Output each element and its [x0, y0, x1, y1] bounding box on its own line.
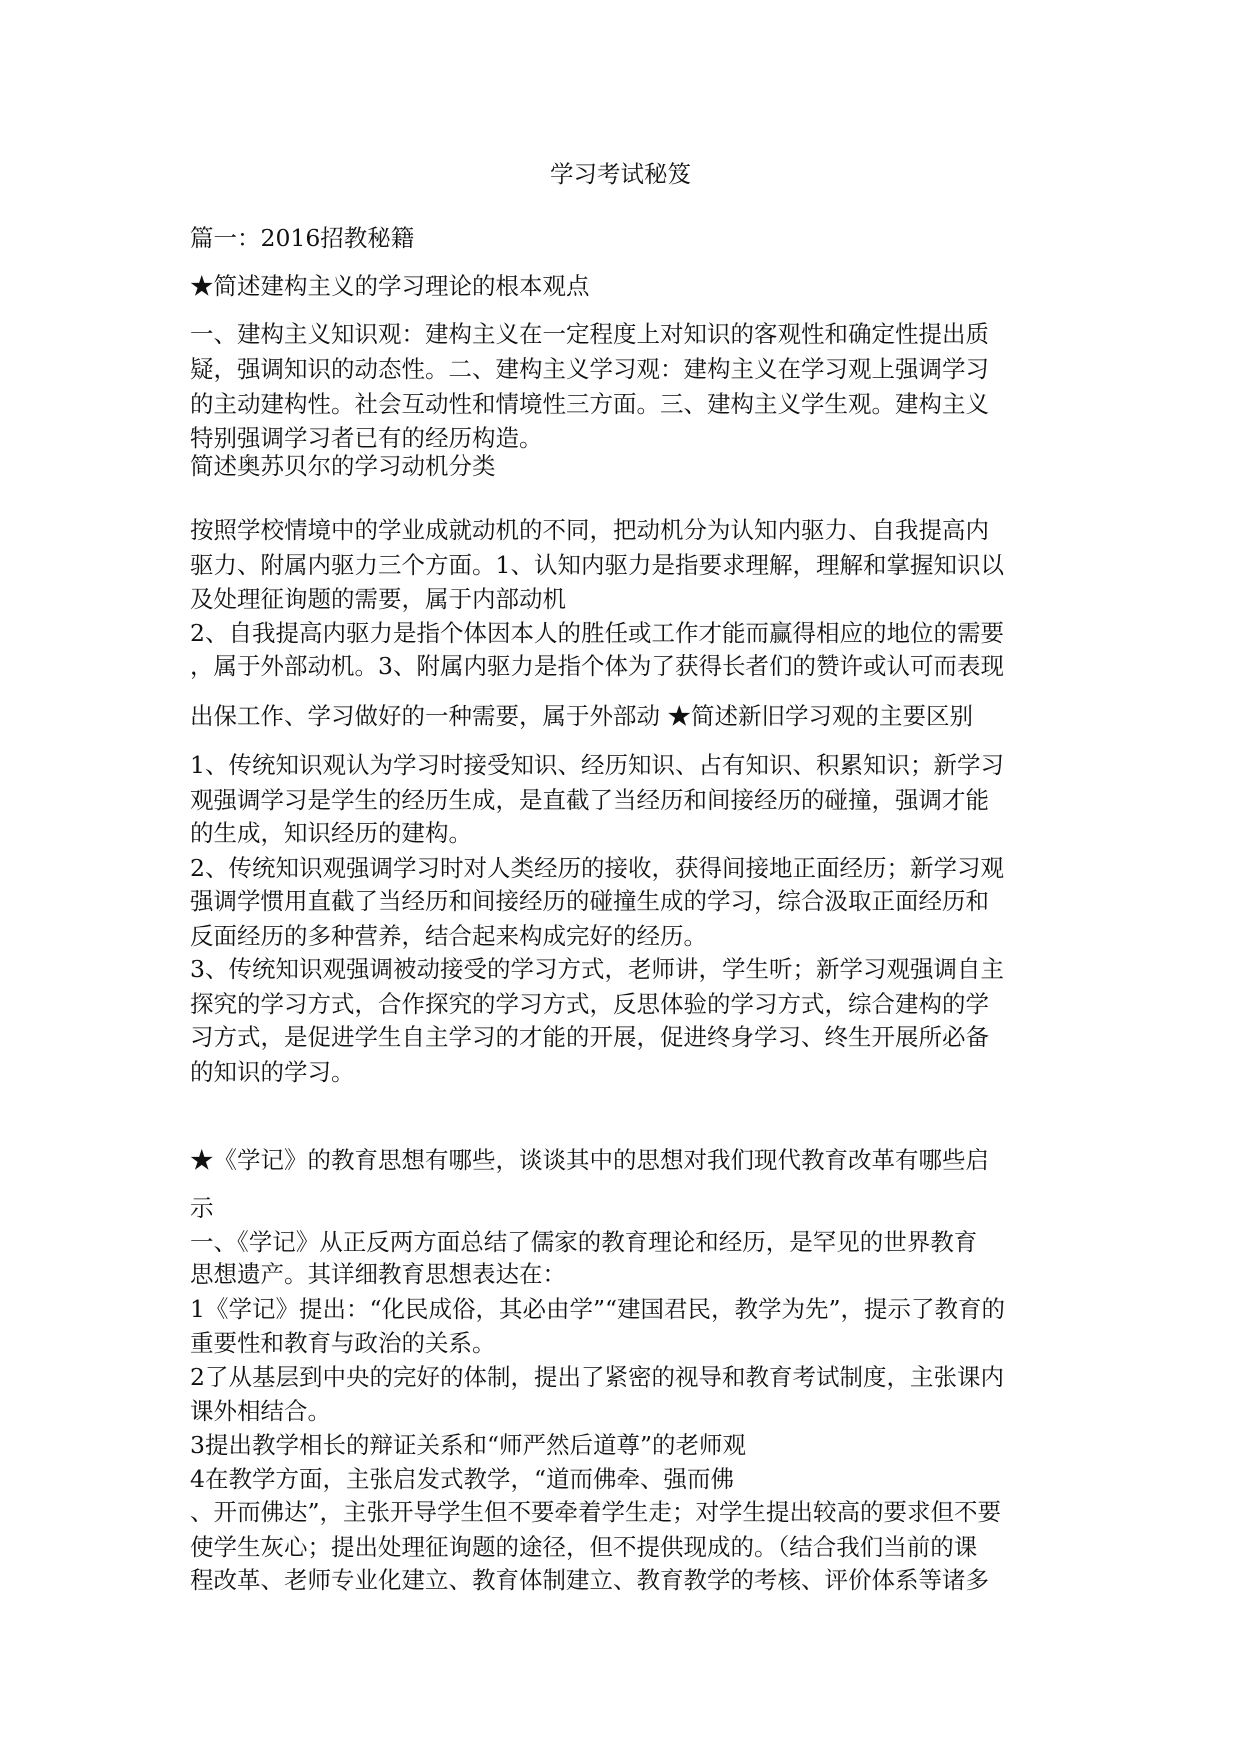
text-line: 2、传统知识观强调学习时对人类经历的接收，获得间接地正面经历；新学习观: [190, 854, 1004, 882]
text-line: 程改革、老师专业化建立、教育体制建立、教育教学的考核、评价体系等诸多: [190, 1566, 989, 1594]
text-line: 3提出教学相长的辩证关系和“师严然后道尊”的老师观: [190, 1431, 746, 1459]
text-line: 篇一：2016招教秘籍: [190, 224, 415, 252]
text-line: 3、传统知识观强调被动接受的学习方式，老师讲，学生听；新学习观强调自主: [190, 955, 1004, 983]
text-line: 2了从基层到中央的完好的体制，提出了紧密的视导和教育考试制度，主张课内: [190, 1363, 1004, 1391]
text-line: 一、《学记》从正反两方面总结了儒家的教育理论和经历，是罕见的世界教育: [190, 1228, 978, 1256]
text-line: 一、建构主义知识观：建构主义在一定程度上对知识的客观性和确定性提出质: [190, 320, 989, 348]
text-line: 4在教学方面，主张启发式教学，“道而佛牵、强而佛: [190, 1465, 734, 1493]
text-line: 反面经历的多种营养，结合起来构成完好的经历。: [190, 922, 707, 950]
text-line: ★简述建构主义的学习理论的根本观点: [190, 272, 590, 300]
text-line: 特别强调学习者已有的经历构造。: [190, 424, 543, 452]
text-line: 课外相结合。: [190, 1397, 331, 1425]
text-line: 2、自我提高内驱力是指个体因本人的胜任或工作才能而赢得相应的地位的需要: [190, 619, 1004, 647]
text-line: 的知识的学习。: [190, 1058, 355, 1086]
text-line: 1《学记》提出：“化民成俗，其必由学”“建国君民，教学为先”，提示了教育的: [190, 1295, 1006, 1323]
text-line: 及处理征询题的需要，属于内部动机: [190, 585, 566, 613]
text-line: 疑，强调知识的动态性。二、建构主义学习观：建构主义在学习观上强调学习: [190, 355, 989, 383]
text-line: 、开而佛达”，主张开导学生但不要牵着学生走；对学生提出较高的要求但不要: [190, 1498, 1002, 1526]
text-line: 出保工作、学习做好的一种需要，属于外部动 ★简述新旧学习观的主要区别: [190, 702, 973, 730]
text-line: 简述奥苏贝尔的学习动机分类: [190, 452, 496, 480]
text-line: 观强调学习是学生的经历生成，是直截了当经历和间接经历的碰撞，强调才能: [190, 786, 989, 814]
text-line: ★《学记》的教育思想有哪些，谈谈其中的思想对我们现代教育改革有哪些启: [190, 1146, 989, 1174]
text-line: 习方式，是促进学生自主学习的才能的开展，促进终身学习、终生开展所必备: [190, 1023, 989, 1051]
text-line: 示: [190, 1194, 214, 1222]
text-line: 的主动建构性。社会互动性和情境性三方面。三、建构主义学生观。建构主义: [190, 390, 989, 418]
text-line: 按照学校情境中的学业成就动机的不同，把动机分为认知内驱力、自我提高内: [190, 516, 989, 544]
text-line: 1、传统知识观认为学习时接受知识、经历知识、占有知识、积累知识；新学习: [190, 751, 1004, 779]
text-line: 的生成，知识经历的建构。: [190, 819, 472, 847]
document-title: 学习考试秘笈: [550, 160, 691, 188]
text-line: 强调学惯用直截了当经历和间接经历的碰撞生成的学习，综合汲取正面经历和: [190, 887, 989, 915]
text-line: 驱力、附属内驱力三个方面。1、认知内驱力是指要求理解，理解和掌握知识以: [190, 551, 1004, 579]
text-line: 使学生灰心；提出处理征询题的途径，但不提供现成的。（结合我们当前的课: [190, 1533, 978, 1561]
text-line: 重要性和教育与政治的关系。: [190, 1329, 496, 1357]
text-line: 思想遗产。其详细教育思想表达在：: [190, 1260, 566, 1288]
text-line: ，属于外部动机。3、附属内驱力是指个体为了获得长者们的赞许或认可而表现: [190, 652, 1004, 680]
text-line: 探究的学习方式，合作探究的学习方式，反思体验的学习方式，综合建构的学: [190, 990, 989, 1018]
